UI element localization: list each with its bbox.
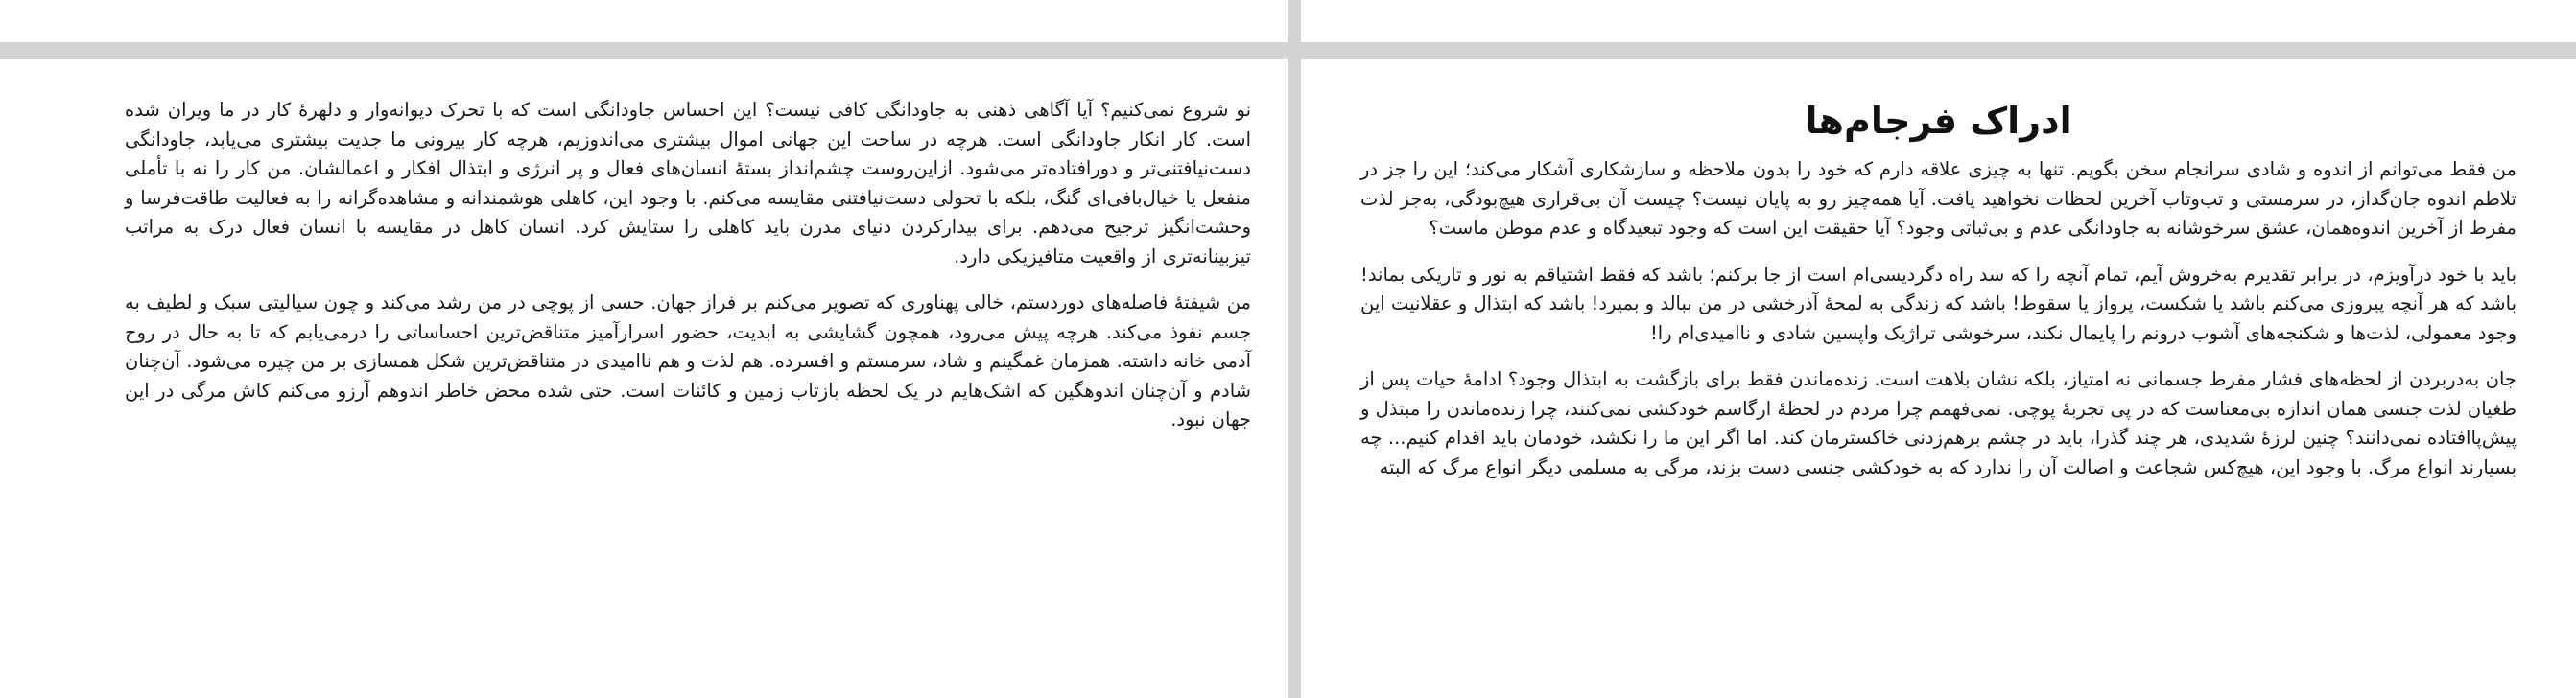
book-page-left (0, 59, 1288, 698)
paragraph: باید با خود درآویزم، در برابر تقدیرم به‌خروش آیم، تمام آنچه را که سد راه دگردیسی‌ام است از جا برکنم؛ باشد که فقط اشتیاقم به نور و تاریکی بماند! باشد که هر آنچه پیروزی می‌کنم باشد یا شکست، پرواز یا سقوط! باشد که زندگی به لمحهٔ آذرخشی در من ببالد و بمیرد! باشد که ابتذال و عقلانیت این وجود معمولی، لذت‌ها و شکنجه‌های آشوب درونم را پایمال نکند، سرخوشی تراژیک واپسین شادی و ناامیدی‌ام را! (1360, 263, 2517, 344)
chapter-title: ادراک فرجام‌ها (1805, 100, 2072, 142)
paragraph: من فقط می‌توانم از اندوه و شادی سرانجام سخن بگویم. تنها به چیزی علاقه دارم که خود را بدون ملاحظه و سازشکاری آشکار می‌کند؛ این را جز در تلاطم اندوه جان‌گداز، در سرمستی و تب‌وتاب آخرین لحظات نخواهید یافت. آیا همه‌چیز رو به پایان نیست؟ چیست آن بی‌قراری هیچ‌بودگی، به‌جز لذت مفرط از آخرین اندوه‌همان، عشق سرخوشانه به جاودانگی عدم و بی‌ثباتی وجود؟ آیا حقیقت این است که وجود تبعیدگاه و عدم موطن ماست؟ (1360, 158, 2517, 239)
left-page-body (125, 96, 1251, 453)
paragraph: جان به‌دربردن از لحظه‌های فشار مفرط جسمانی نه امتیاز، بلکه نشان بلاهت است. زنده‌ماندن فقط برای بازگشت به ابتذال وجود؟ ادامهٔ حیات پس از طغیان لذت جنسی همان اندازه بی‌معناست که در پی تجربهٔ پوچی. نمی‌فهمم چرا مردم در لحظهٔ ارگاسم خودکشی نمی‌کنند، چرا زنده‌ماندن را مبتذل و پیش‌پاافتاده نمی‌دانند؟ چنین لرزهٔ شدیدی، هر چند گذرا، باید در چشم برهم‌زدنی خاکسترمان کند. اما اگر این ما را نکشد، خودمان باید اقدام کنیم... چه بسیارند انواع مرگ. با وجود این، هیچ‌کس شجاعت و اصالت آن را ندارد که به خودکشی جنسی دست بزند، مرگی به مسلمی دیگر انواع مرگ که البته (1360, 368, 2517, 478)
paragraph: من شیفتهٔ فاصله‌های دوردستم، خالی پهناوری که تصویر می‌کنم بر فراز جهان. حسی از پوچی در من رشد می‌کند و چون سیالیتی سبک و لطیف به جسم نفوذ می‌کند. هرچه پیش می‌رود، همچون گشایشی به ابدیت، حضور اسرارآمیز متناقض‌ترین احساساتی را درمی‌یابم که تا به حال در روح آدمی خانه داشته. همزمان غمگینم و شاد، سرمستم و افسرده. هم لذت و هم ناامیدی در متناقض‌ترین شکل همسازی بر من چیره می‌شود. آن‌چنان شادم و آن‌چنان اندوهگین که اشک‌هایم در یک لحظه بازتاب زمین و کائنات است. حتی شده محض خاطر اندوهم آرزو می‌کنم کاش مرگی در این جهان نبود. (125, 291, 1251, 430)
previous-page-left (0, 0, 1288, 42)
right-page-body (1360, 155, 2517, 500)
previous-page-right (1301, 0, 2576, 42)
paragraph: نو شروع نمی‌کنیم؟ آیا آگاهی ذهنی به جاودانگی کافی نیست؟ این احساس جاودانگی است که با تحرک دیوانه‌وار و دلهرهٔ کار در ما ویران شده است. کار انکار جاودانگی است. هرچه در ساحت این جهانی اموال بیشتری می‌اندوزیم، هرچه کار بیرونی ما جدیت بیشتری می‌یابد، جاودانگی دست‌نیافتنی‌تر و دورافتاده‌تر می‌شود. ازاین‌روست چشم‌انداز بستهٔ انسان‌های فعال و پر انرژی و ابتذال افکار و اعمالشان. من کار را نه با تأملی منفعل یا خیال‌بافی‌ای گنگ، بلکه با تحولی دست‌نیافتنی مقایسه می‌کنم. با وجود این، کاهلی هوشمندانه و مشاهده‌گرانه را به فعالیت طاقت‌فرسا و وحشت‌انگیز ترجیح می‌دهم. برای بیدارکردن دنیای مدرن باید کاهلی را ستایش کرد. انسان کاهل در مقایسه با انسان فعال درک به مراتب تیزبینانه‌تری از واقعیت متافیزیکی دارد. (125, 99, 1251, 268)
book-page-right (1301, 59, 2576, 698)
